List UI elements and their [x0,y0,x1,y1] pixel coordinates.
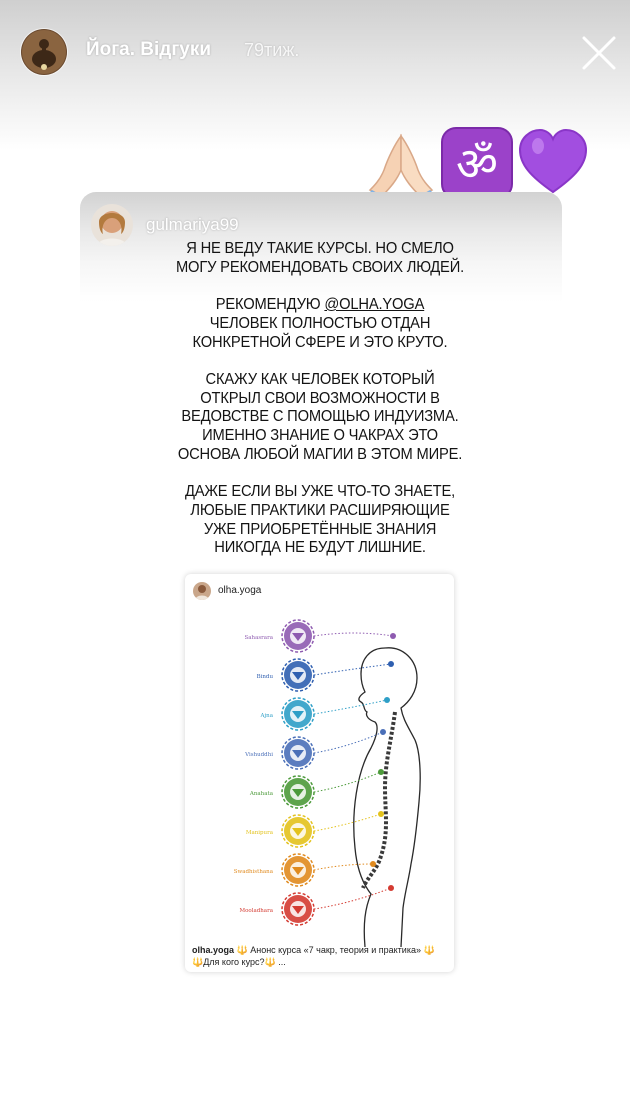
chakra-connector [314,814,381,831]
reply-avatar[interactable] [91,204,133,246]
chakra-label: Mooladhara [239,908,273,914]
story-timestamp: 79тиж. [244,40,300,60]
chakra-anahata [249,769,384,808]
human-body-outline [354,648,420,947]
chakra-connector [314,633,393,636]
reply-username[interactable]: gulmariya99 [146,215,239,234]
caption-text-2: 🔱Для кого курс?🔱 ... [192,957,286,967]
message-line-mention [154,296,485,315]
chakra-label: Bindu [256,674,273,680]
story-header [0,0,630,100]
chakra-point [388,885,394,891]
chakra-manipura [246,811,384,847]
chakra-connector [314,888,391,909]
om-icon [440,126,514,200]
message-line: МОГУ РЕКОМЕНДОВАТЬ СВОИХ ЛЮДЕЙ. [175,258,465,276]
reply-message [154,240,485,558]
message-line: ОТКРЫЛ СВОИ ВОЗМОЖНОСТИ В [200,389,440,407]
message-line-mention-text[interactable]: РЕКОМЕНДУЮ @OLHA.YOGA [215,296,425,314]
post-avatar-icon [193,582,211,600]
message-line: УЖЕ ПРИОБРЕТЁННЫЕ ЗНАНИЯ [203,520,437,538]
message-line: НИКОГДА НЕ БУДУТ ЛИШНИЕ. [214,539,426,557]
message-line: ОСНОВА ЛЮБОЙ МАГИИ В ЭТОМ МИРЕ. [177,445,463,463]
chakra-point [380,729,386,735]
caption-text: 🔱 Анонс курса «7 чакр, теория и практика» 🔱 [236,945,435,955]
chakra-label: Vishuddhi [245,752,273,758]
chakra-point [390,633,396,639]
chakra-swadhisthana [234,854,376,886]
close-icon[interactable] [580,34,618,72]
yoga-silhouette-avatar-icon [21,29,67,75]
message-line: ДАЖЕ ЕСЛИ ВЫ УЖЕ ЧТО-ТО ЗНАЕТЕ, [184,483,456,501]
chakra-mooladhara [239,885,394,925]
post-caption [192,944,450,968]
message-line: ИМЕННО ЗНАНИЕ О ЧАКРАХ ЭТО [202,427,438,444]
message-line: ЧЕЛОВЕК ПОЛНОСТЬЮ ОТДАН [209,314,431,332]
chakra-point [370,861,376,867]
story-avatar[interactable] [20,28,68,76]
chakra-connector [314,864,373,870]
caption-username[interactable]: olha.yoga [192,945,235,955]
chakra-point [384,697,390,703]
chakra-point [378,769,384,775]
post-username[interactable]: olha.yoga [218,585,262,596]
chakra-connector [314,664,391,675]
purple-heart-icon [516,126,590,200]
message-line: ВЕДОВСТВЕ С ПОМОЩЬЮ ИНДУИЗМА. [181,408,459,426]
message-line: Я НЕ ВЕДУ ТАКИЕ КУРСЫ. НО СМЕЛО [186,240,454,257]
chakra-label: Swadhisthana [233,869,273,875]
chakra-label: Sahasrara [244,635,273,641]
chakra-connector [314,732,383,753]
chakra-vishuddhi [244,729,386,769]
chakra-sahasrara [244,620,396,652]
chakra-point [388,661,394,667]
chakra-connector [314,772,381,792]
user-photo-icon [91,204,133,246]
chakra-connector [314,700,387,714]
message-line: КОНКРЕТНОЙ СФЕРЕ И ЭТО КРУТО. [192,333,448,351]
praying-hands-icon [364,126,438,200]
shared-post[interactable] [185,574,454,972]
chakra-label: Manipura [245,830,273,836]
sticker-row [364,126,594,202]
chakra-diagram-image [195,612,445,947]
chakra-label: Anahata [249,791,273,797]
mention-link[interactable]: @OLHA.YOGA [324,296,425,314]
chakra-bindu [257,659,394,691]
chakra-label: Ajna [260,713,273,719]
message-line: ЛЮБЫЕ ПРАКТИКИ РАСШИРЯЮЩИЕ [190,501,450,519]
chakra-point [378,811,384,817]
message-line: СКАЖУ КАК ЧЕЛОВЕК КОТОРЫЙ [205,370,435,388]
chakra-ajna [260,697,391,730]
svg-text:ॐ: ॐ [456,137,498,191]
post-avatar[interactable] [193,582,211,600]
story-title[interactable]: Йога. Відгуки [86,39,212,60]
